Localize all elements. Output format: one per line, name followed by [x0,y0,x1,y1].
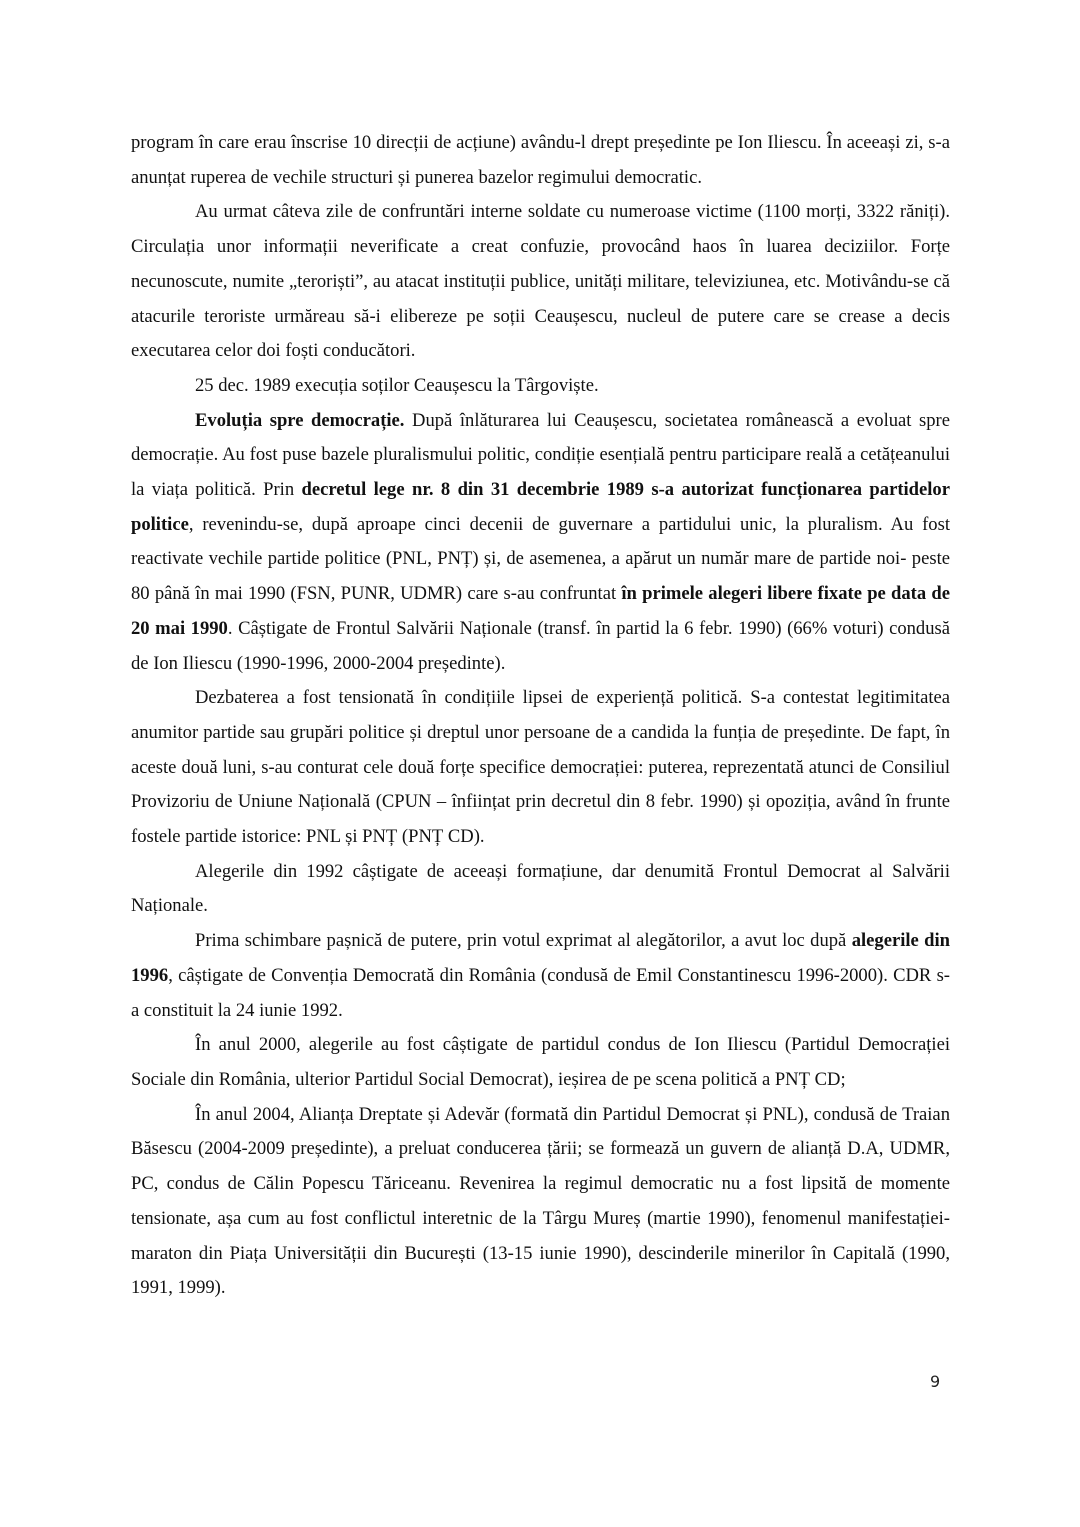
paragraph-iliescu-program: program în care erau înscrise 10 direcții de acțiune) avându-l drept președinte pe Ion Iliescu. În aceeași zi, s-a anunțat ruperea de vechile structuri și punerea bazelor regimului democratic. [131,132,950,188]
document-page-body [131,126,950,1306]
bold-elections-segment: în primele alegeri libere fixate pe data de 20 mai 1990 [131,583,950,639]
paragraph-evolution-democracy [131,404,950,682]
paragraph-elections-1992: Alegerile din 1992 câștigate de aceeași formațiune, dar denumită Frontul Democrat al Salvării Naționale. [131,860,950,917]
paragraph-debate: Dezbaterea a fost tensionată în condițiile lipsei de experiență politică. S-a contestat legitimitatea anumitor partide sau grupări politice și dreptul unor persoane de a candida la funția de președinte. De fapt, în aceste două luni, s-au conturat cele două forțe specifice democrației: puterea, reprezentată atunci de Consiliul Provizoriu de Uniune Națională (CPUN – înființat prin decretul din 8 febr. 1990) și opoziția, având în frunte fostele partide istorice: PNL și PNȚ (PNȚ CD). [131,687,950,848]
page-number: 9 [930,1372,941,1391]
paragraph-confrontations: Au urmat câteva zile de confruntări interne soldate cu numeroase victime (1100 morți, 3322 răniți). Circulația unor informații neverificate a creat confuzie, provocând haos în luarea deciziilor. Forțe necunoscute, numite „teroriști”, au atacat instituții publice, unități militare, televiziunea, etc. Motivându-se că atacurile teroriste urmăreau să-i elibereze pe soții Ceaușescu, nucleul de putere care se crease a decis executarea celor doi foști conducători. [131,201,950,362]
paragraph-elections-2000: În anul 2000, alegerile au fost câștigate de partidul condus de Ion Iliescu (Partidul Democrației Sociale din România, ulterior Partidul Social Democrat), ieșirea de pe scena politică a PNȚ CD; [131,1034,950,1090]
text-segment: După înlăturarea lui Ceaușescu, societatea românească a evoluat spre democrație. Au fost puse bazele pluralismului politic, condiție esențială pentru participare reală a cetățeanului la viața politică. Prin [131,409,950,501]
text-segment: , câștigate de Convenția Democrată din România (condusă de Emil Constantinescu 1996-2000). CDR s-a constituit la 24 iunie 1992. [131,964,950,1021]
text-segment: Prima schimbare pașnică de putere, prin votul exprimat al alegătorilor, a avut loc după [195,930,852,952]
paragraph-elections-1996 [131,924,950,1028]
bold-elections-1996-segment: alegerile din 1996 [131,930,950,986]
paragraph-execution: 25 dec. 1989 execuția soților Ceaușescu la Târgoviște. [195,374,599,396]
bold-decree-segment: decretul lege nr. 8 din 31 decembrie 1989 s-a autorizat funcționarea partidelor politice [131,479,950,535]
section-heading-evolution: Evoluția spre democrație. [195,409,405,431]
text-segment: , revenindu-se, după aproape cinci decenii de guvernare a partidului unic, la pluralism. Au fost reactivate vechile partide politice (PNL, PNȚ) și, de asemenea, a apărut un număr mare de partide noi- peste 80 până în mai 1990 (FSN, PUNR, UDMR) care s-au confruntat [131,513,950,605]
text-segment: . Câștigate de Frontul Salvării Naționale (transf. în partid la 6 febr. 1990) (66% voturi) condusă de Ion Iliescu (1990-1996, 2000-2004 președinte). [131,617,951,674]
paragraph-elections-2004: În anul 2004, Alianța Dreptate și Adevăr (formată din Partidul Democrat și PNL), condusă de Traian Băsescu (2004-2009 președinte), a preluat conducerea țării; se formează un guvern de alianță D.A, UDMR, PC, condus de Călin Popescu Tăriceanu. Revenirea la regimul democratic nu a fost lipsită de momente tensionate, așa cum au fost conflictul interetnic de la Târgu Mureș (martie 1990), fenomenul manifestației-maraton din Piața Universității din București (13-15 iunie 1990), descinderile minerilor în Capitală (1990, 1991, 1999). [131,1103,950,1299]
